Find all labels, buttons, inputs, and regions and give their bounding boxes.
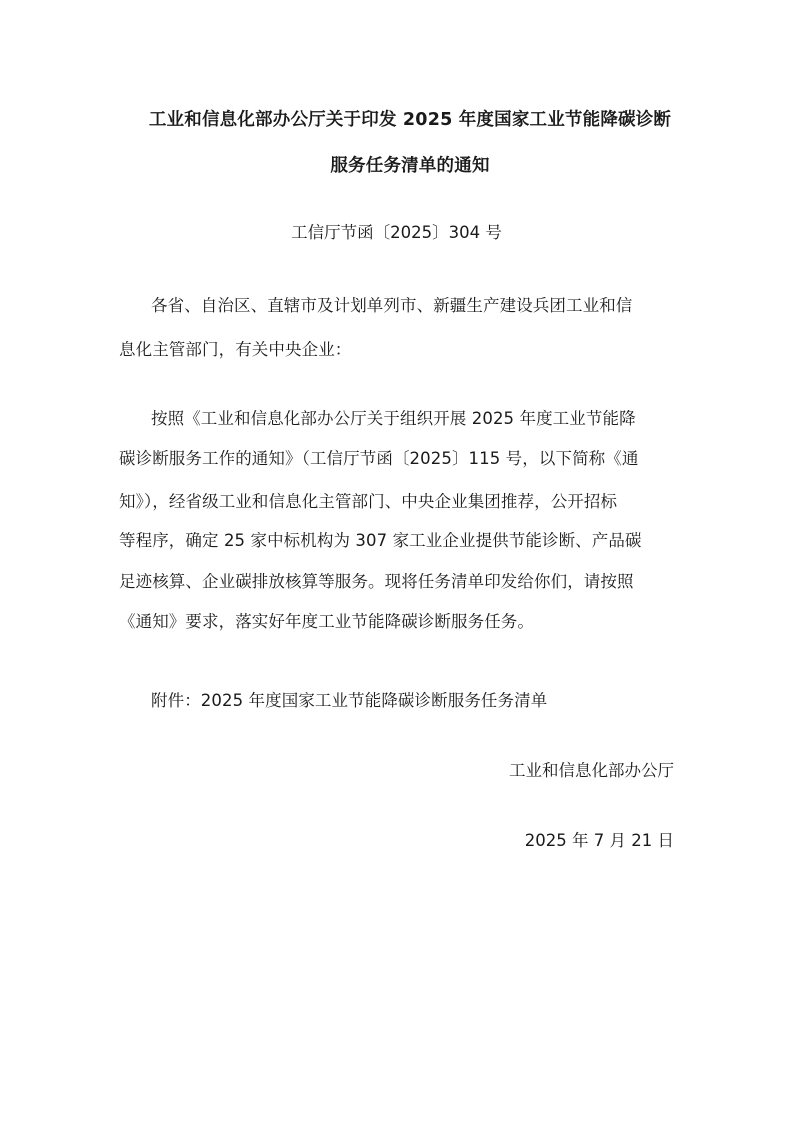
document-title-line-1: 工业和信息化部办公厅关于印发 2025 年度国家工业节能降碳诊断	[148, 110, 672, 130]
document-date: 2025 年 7 月 21 日	[524, 831, 674, 850]
addressee-line-2: 息化主管部门，有关中央企业：	[119, 340, 352, 359]
attachment-line: 附件：2025 年度国家工业节能降碳诊断服务任务清单	[151, 691, 548, 710]
body-line-4: 等程序，确定 25 家中标机构为 307 家工业企业提供节能诊断、产品碳	[119, 531, 642, 550]
addressee-line-1: 各省、自治区、直辖市及计划单列市、新疆生产建设兵团工业和信	[151, 296, 633, 315]
body-line-3: 知》），经省级工业和信息化主管部门、中央企业集团推荐，公开招标	[119, 492, 618, 511]
body-line-2: 碳诊断服务工作的通知》（工信厅节函〔2025〕115 号，以下简称《通	[119, 449, 639, 468]
body-line-1: 按照《工业和信息化部办公厅关于组织开展 2025 年度工业节能降	[151, 409, 636, 428]
body-line-6: 《通知》要求，落实好年度工业节能降碳诊断服务任务。	[119, 612, 534, 631]
document-number: 工信厅节函〔2025〕304 号	[291, 223, 502, 242]
signature: 工业和信息化部办公厅	[509, 761, 674, 780]
document-title-line-2: 服务任务清单的通知	[330, 156, 490, 176]
body-line-5: 足迹核算、企业碳排放核算等服务。现将任务清单印发给你们，请按照	[119, 572, 634, 591]
